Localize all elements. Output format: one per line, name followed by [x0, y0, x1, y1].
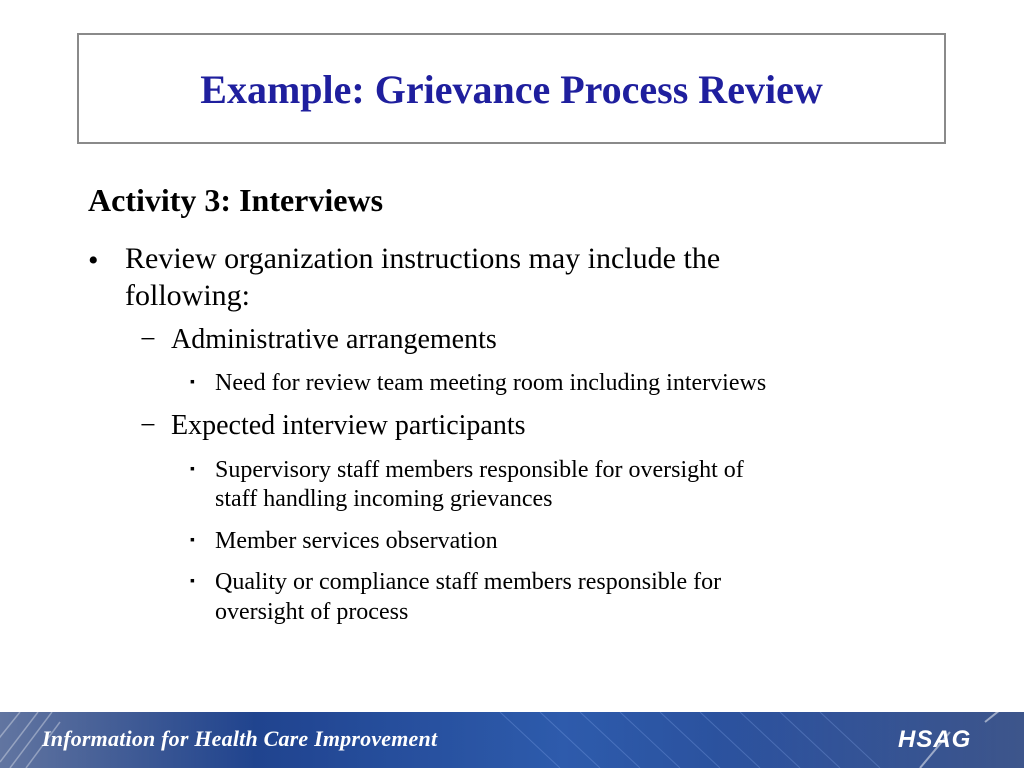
level3-square-marker: ▪ — [190, 533, 195, 548]
section-heading: Activity 3: Interviews — [88, 182, 384, 218]
list-item-text: Supervisory staff members responsible for oversight of — [215, 457, 744, 483]
footer-tagline: Information for Health Care Improvement — [42, 726, 438, 751]
list-item-text: Need for review team meeting room including interviews — [215, 370, 767, 396]
list-item-text: following: — [125, 279, 250, 312]
list-item-text: Quality or compliance staff members responsible for — [215, 569, 722, 595]
level2-dash-marker: − — [140, 324, 156, 355]
list-item-text: Member services observation — [215, 528, 498, 554]
level3-square-marker: ▪ — [190, 462, 195, 477]
hsag-logo: HSAG — [898, 726, 972, 753]
slide-title-box — [77, 33, 946, 144]
level3-square-marker: ▪ — [190, 375, 195, 390]
list-item-text: Review organization instructions may include the — [125, 242, 721, 275]
level2-dash-marker: − — [140, 410, 156, 441]
footer-banner — [0, 712, 1024, 768]
level3-square-marker: ▪ — [190, 574, 195, 589]
level1-bullet-marker: • — [88, 244, 99, 277]
list-item-text: Administrative arrangements — [171, 324, 497, 355]
list-item-text: Expected interview participants — [171, 410, 526, 441]
list-item-text: oversight of process — [215, 599, 409, 625]
list-item-text: staff handling incoming grievances — [215, 486, 553, 512]
slide-title: Example: Grievance Process Review — [200, 67, 823, 112]
